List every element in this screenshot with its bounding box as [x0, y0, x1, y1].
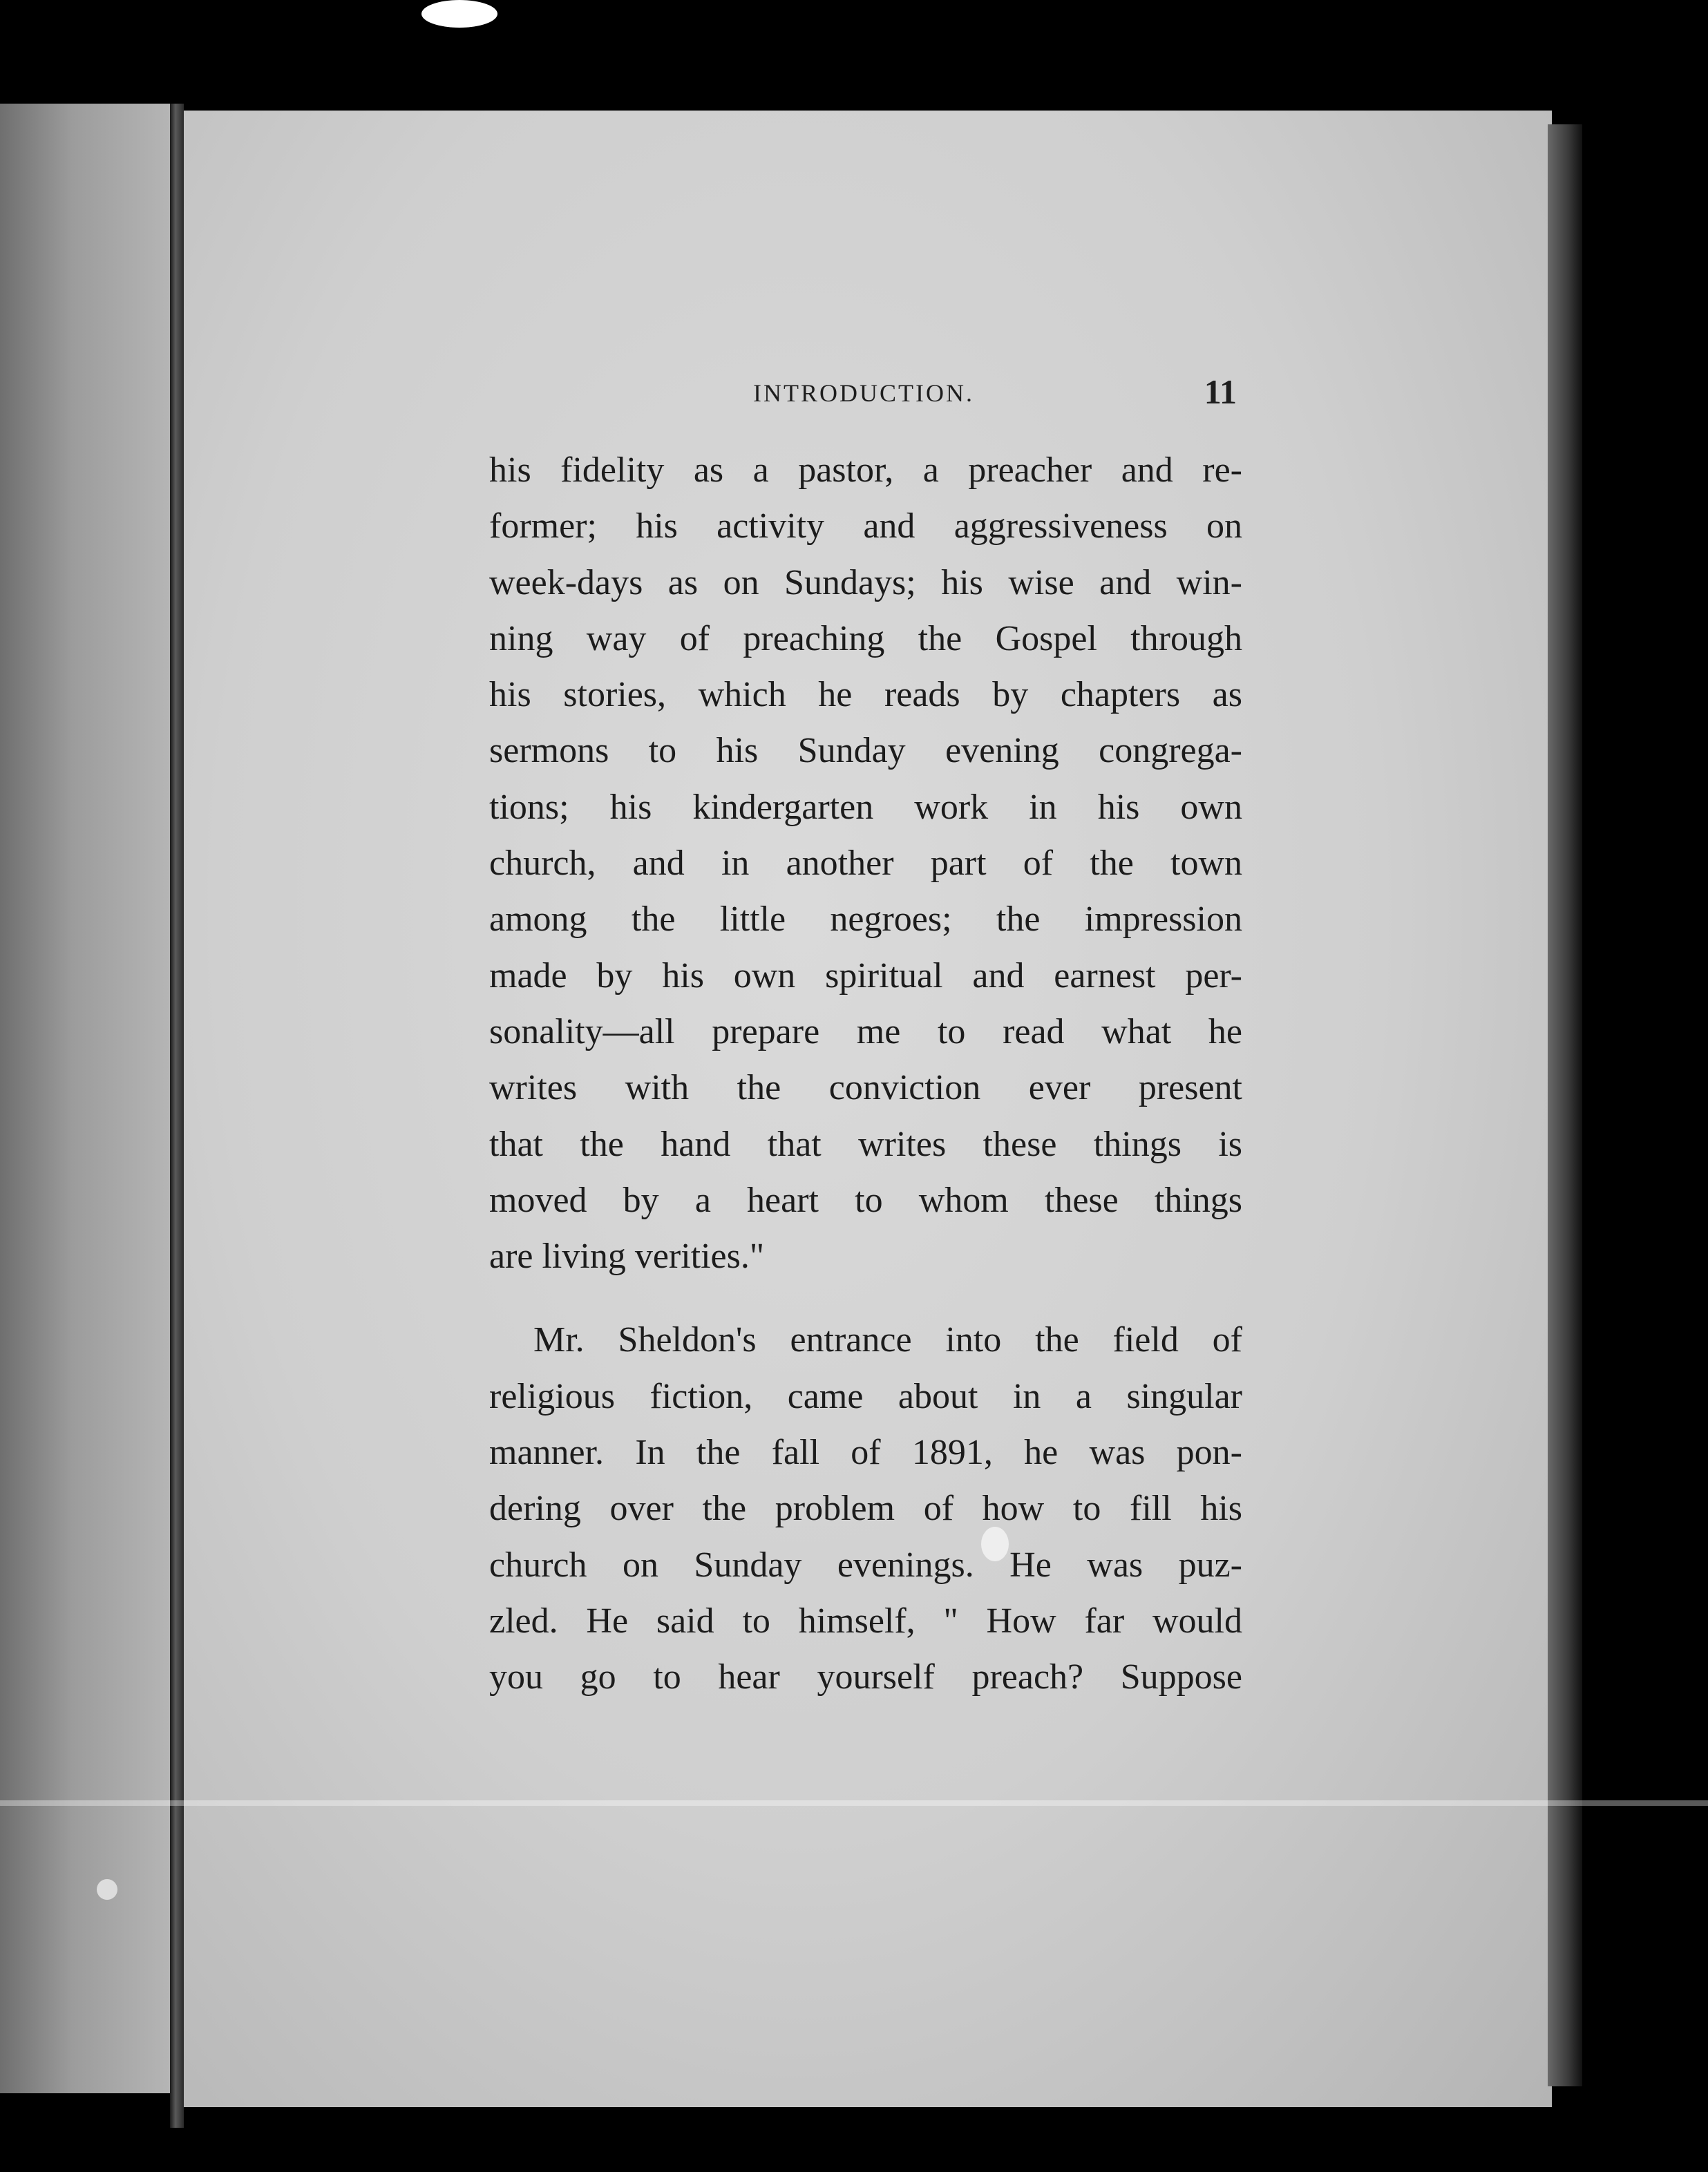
text-line: moved by a heart to whom these things — [489, 1180, 1242, 1220]
text-line: writes with the conviction ever present — [489, 1068, 1242, 1108]
text-line: his stories, which he reads by chapters as — [489, 675, 1242, 715]
text-line: you go to hear yourself preach? Suppose — [489, 1657, 1242, 1697]
paragraph — [489, 1312, 1242, 1705]
page-number: 11 — [1204, 372, 1237, 411]
text-line: religious fiction, came about in a singular — [489, 1376, 1242, 1416]
text-line: sermons to his Sunday evening congrega- — [489, 731, 1242, 771]
text-line: among the little negroes; the impression — [489, 899, 1242, 940]
text-line: his fidelity as a pastor, a preacher and re- — [489, 450, 1242, 490]
text-line: week-days as on Sundays; his wise and win- — [489, 562, 1242, 602]
page-header — [753, 372, 1237, 413]
text-line: zled. He said to himself, " How far would — [489, 1601, 1242, 1641]
text-line: Mr. Sheldon's entrance into the field of — [533, 1320, 1242, 1360]
text-line: church on Sunday evenings. He was puz- — [489, 1545, 1242, 1585]
book-spine — [170, 104, 184, 2128]
text-line: that the hand that writes these things is — [489, 1124, 1242, 1164]
scan-artifact-line — [0, 1800, 1708, 1806]
scan-speck — [97, 1879, 117, 1900]
body-text — [489, 442, 1242, 1706]
text-line: are living verities." — [489, 1237, 765, 1277]
text-line: former; his activity and aggressiveness on — [489, 506, 1242, 546]
right-page-edge — [1548, 124, 1582, 2086]
paragraph — [489, 442, 1242, 1284]
running-head: INTRODUCTION. — [753, 379, 974, 407]
text-line: ning way of preaching the Gospel through — [489, 618, 1242, 658]
text-line: made by his own spiritual and earnest per- — [489, 955, 1242, 996]
text-line: tions; his kindergarten work in his own — [489, 787, 1242, 827]
text-line: dering over the problem of how to fill his — [489, 1489, 1242, 1529]
text-line: manner. In the fall of 1891, he was pon- — [489, 1433, 1242, 1473]
text-line: church, and in another part of the town — [489, 844, 1242, 884]
text-line: sonality—all prepare me to read what he — [489, 1011, 1242, 1051]
scan-speck — [421, 0, 497, 28]
left-page-edge — [0, 104, 181, 2093]
